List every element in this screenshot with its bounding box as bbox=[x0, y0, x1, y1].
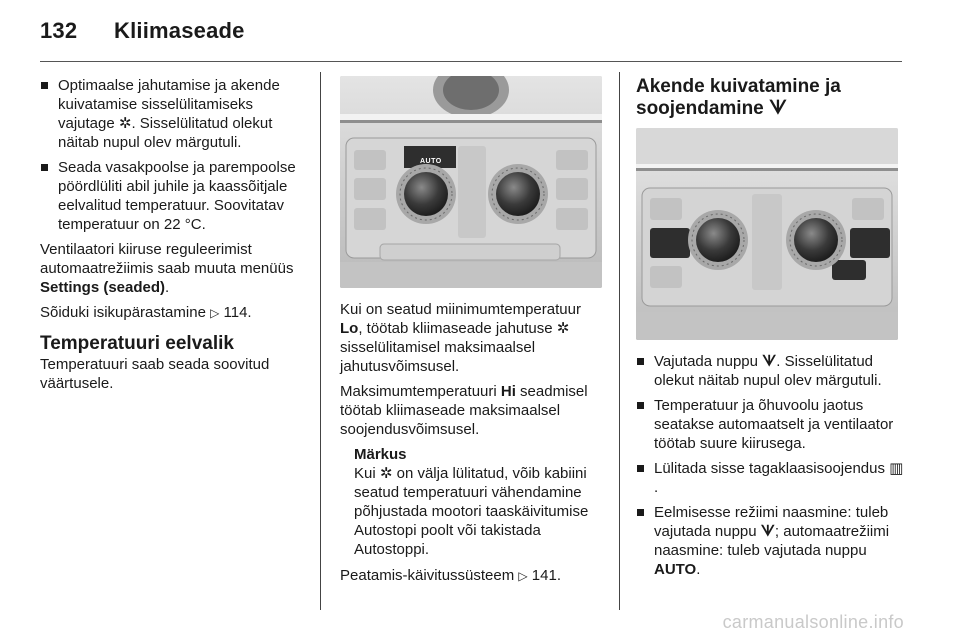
climate-panel-photo-defrost bbox=[636, 128, 898, 340]
list-item: Optimaalse jahutamise ja akende kuivatamise sisselülitamiseks vajutage ✲. Sisselülitatud olekut näitab nupul olev märgutuli. bbox=[40, 76, 302, 152]
paragraph: Temperatuuri saab seada soovitud väärtusele. bbox=[40, 356, 270, 392]
rear-window-heater-icon: ▥ bbox=[889, 460, 904, 477]
bullet-marker bbox=[637, 509, 644, 516]
left-column bbox=[40, 76, 302, 399]
page-ref-icon: ▷ bbox=[518, 569, 528, 583]
list-item: Seada vasakpoolse ja parempoolse pöördlüliti abil juhile ja kaassõitjale eelvalitud temperatuur. Soovitatav temperatuur on 22 °C. bbox=[40, 158, 302, 234]
auto-button-label: AUTO bbox=[420, 158, 442, 165]
right-column bbox=[636, 76, 904, 585]
snowflake-icon: ✲ bbox=[118, 115, 132, 132]
section-heading: Temperatuuri eelvalik bbox=[40, 333, 234, 354]
page-number: 132 bbox=[40, 18, 78, 43]
bullet-marker bbox=[637, 358, 644, 365]
watermark: carmanualsonline.info bbox=[722, 612, 904, 632]
windscreen-defrost-icon: ᗐ bbox=[760, 523, 775, 540]
section-heading: Akende kuivatamine ja soojendamine ᗐ bbox=[636, 76, 841, 119]
paragraph: Kui on seatud miinimumtemperatuur Lo, töötab kliimaseade jahutuse ✲ sisselülitamisel maksimaalsel jahutusvõimsusel. bbox=[340, 301, 581, 375]
list-item: Vajutada nuppu ᗐ. Sisselülitatud olekut näitab nupul olev märgutuli. bbox=[636, 352, 904, 390]
climate-panel-photo bbox=[340, 76, 602, 288]
bullet-marker bbox=[41, 164, 48, 171]
note-block: Märkus Kui ✲ on välja lülitatud, võib kabiini seatud temperatuuri vähendamine põhjustada mootori taaskäivitumise Autostopi poolt või takistada Autostoppi. bbox=[340, 445, 606, 559]
snowflake-icon: ✲ bbox=[379, 465, 393, 482]
page-title: Kliimaseade bbox=[114, 18, 245, 43]
bullet-marker bbox=[637, 465, 644, 472]
cross-reference[interactable]: Peatamis-käivitussüsteem ▷ 141. bbox=[340, 567, 562, 584]
list-item: Eelmisesse režiimi naasmine: tuleb vajutada nuppu ᗐ; automaatrežiimi naasmine: tuleb vajutada nuppu AUTO. bbox=[636, 503, 904, 579]
note-title: Märkus bbox=[354, 446, 407, 463]
column-divider-left bbox=[320, 72, 321, 610]
header-rule bbox=[40, 61, 902, 62]
list-item: Temperatuur ja õhuvoolu jaotus seatakse automaatselt ja ventilaator töötab suure kiirusega. bbox=[636, 396, 904, 453]
bullet-marker bbox=[637, 402, 644, 409]
page-ref-icon: ▷ bbox=[210, 306, 220, 320]
bullet-marker bbox=[41, 82, 48, 89]
windscreen-defrost-icon: ᗐ bbox=[762, 353, 777, 370]
middle-column bbox=[340, 76, 606, 592]
cross-reference[interactable]: Sõiduki isikupärastamine ▷ 114. bbox=[40, 304, 252, 321]
paragraph: Maksimumtemperatuuri Hi seadmisel töötab kliimaseade maksimaalsel soojendusvõimsusel. bbox=[340, 383, 588, 438]
column-divider-right bbox=[619, 72, 620, 610]
windscreen-defrost-icon: ᗐ bbox=[769, 98, 787, 119]
settings-menu-name: Settings (seaded) bbox=[40, 279, 166, 296]
snowflake-icon: ✲ bbox=[556, 320, 570, 337]
list-item: Lülitada sisse tagaklaasisoojendus ▥. bbox=[636, 459, 904, 497]
paragraph: Ventilaatori kiiruse reguleerimist automaatrežiimis saab muuta menüüs Settings (seaded). bbox=[40, 241, 294, 296]
